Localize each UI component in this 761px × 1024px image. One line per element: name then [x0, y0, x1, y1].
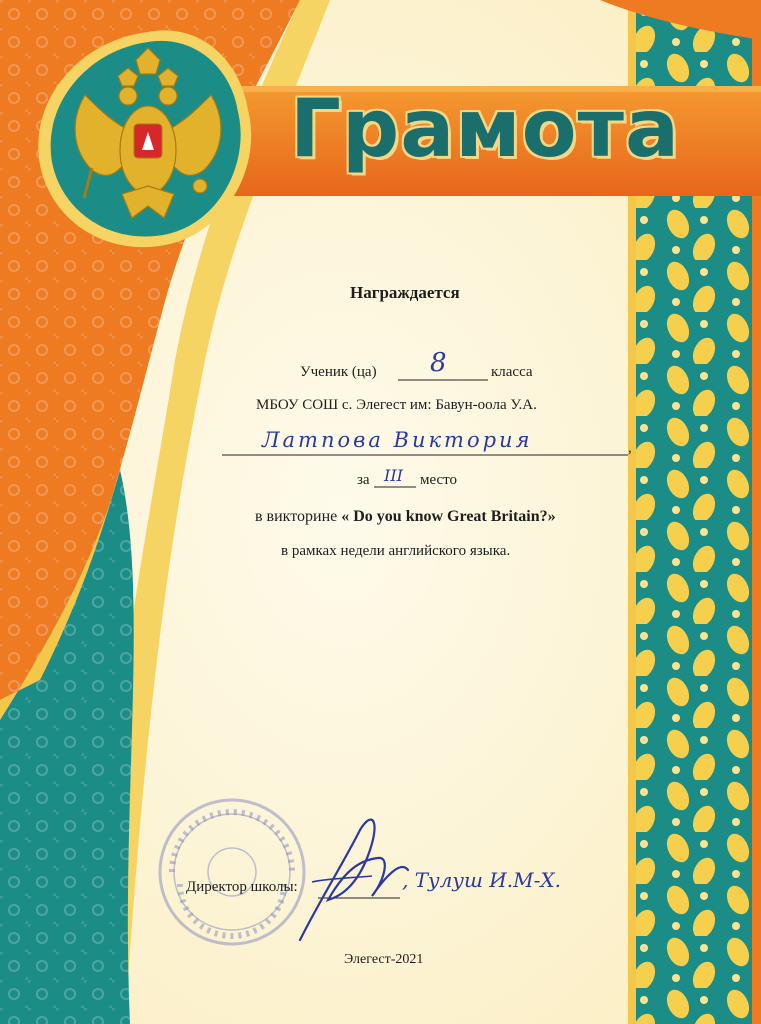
student-name: Латпова Виктория — [262, 428, 533, 452]
awarded-heading: Награждается — [350, 283, 460, 302]
name-comma: , — [628, 440, 632, 456]
school-name: МБОУ СОШ с. Элегест им: Бавун-оола У.А. — [256, 397, 537, 413]
quiz-title: « Do you know Great Britain?» — [341, 508, 556, 525]
footer-place-year: Элегест-2021 — [344, 952, 424, 967]
place-suffix: место — [420, 472, 458, 488]
quiz-context: в рамках недели английского языка. — [281, 543, 511, 559]
quiz-line — [255, 508, 556, 526]
certificate-title: Грамота — [290, 82, 680, 175]
student-class: 8 — [430, 348, 447, 378]
signature-name: , Тулуш И.М-Х. — [402, 868, 561, 892]
student-line-prefix: Ученик (ца) — [300, 364, 377, 380]
place-prefix: за — [357, 472, 370, 488]
student-line-suffix: класса — [491, 364, 533, 380]
place-value: III — [384, 466, 403, 485]
signature-label: Директор школы: — [186, 879, 298, 895]
quiz-prefix: в викторине — [255, 508, 338, 525]
